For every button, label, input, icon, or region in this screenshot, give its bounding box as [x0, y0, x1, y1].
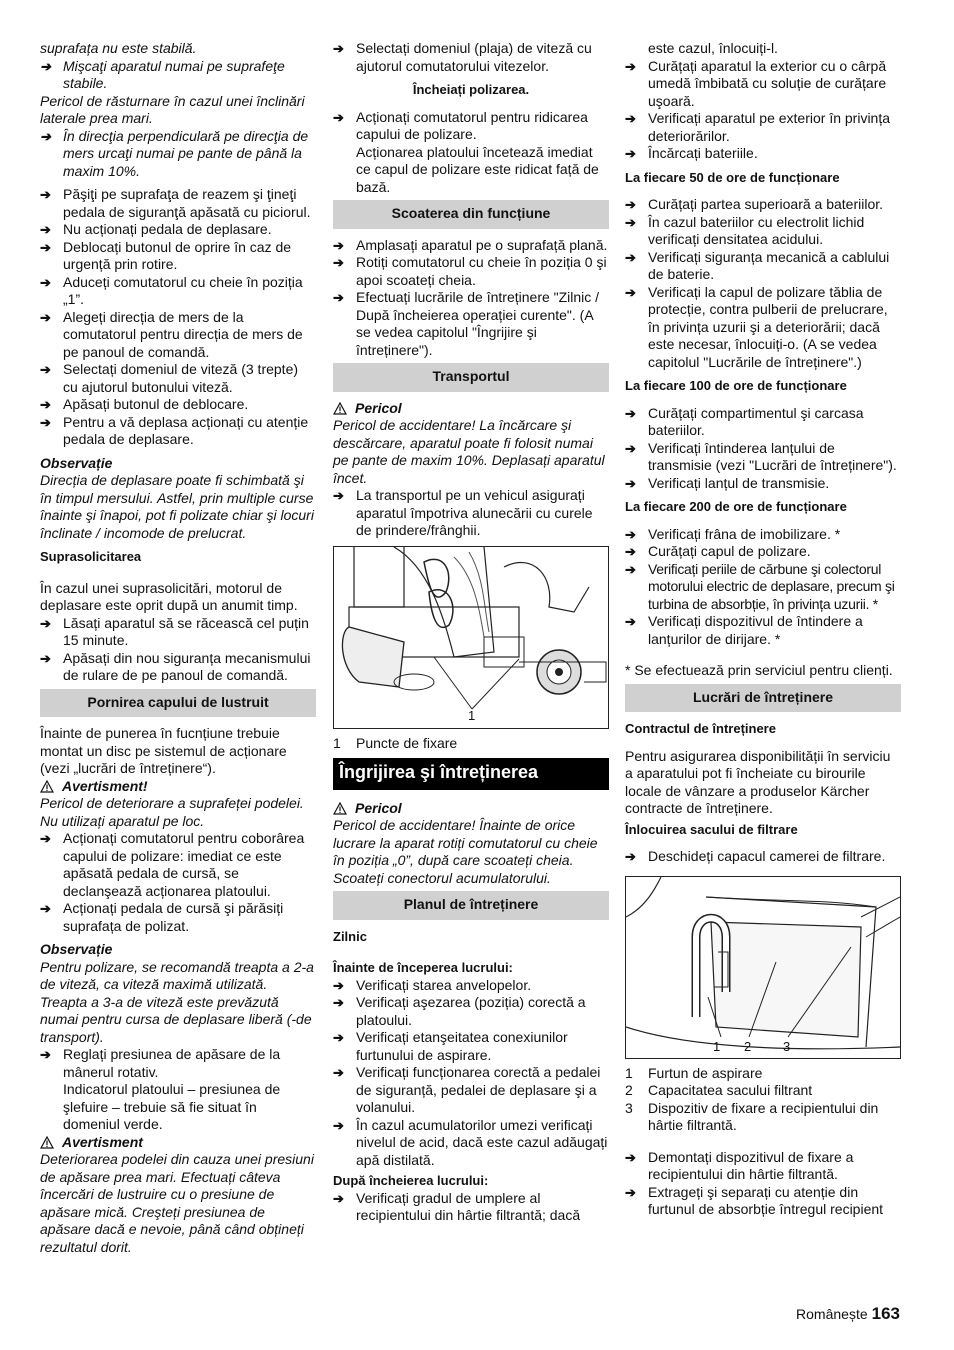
instruction: ➔ Selectați domeniul de viteză (3 trepte) cu ajutorul butonului viteză.: [40, 361, 316, 396]
column-2: [333, 40, 609, 1225]
figure-caption: [333, 735, 609, 753]
instruction: ➔ Pentru a vă deplasa acționați cu atenție pedala de deplasare.: [40, 414, 316, 449]
footer-language: Românește: [796, 1306, 868, 1322]
instruction: ➔ În direcţia perpendiculară pe direcţia de mers urcaţi numai pe pante de până la maxim 10%.: [40, 128, 316, 181]
warning-heading: [40, 778, 316, 796]
instruction: ➔ Curățați aparatul la exterior cu o cârpă umedă îmbibată cu soluție de curățare uşoară.: [625, 58, 901, 111]
section-heading: Transportul: [333, 363, 609, 392]
instruction: ➔ Extrageți şi separați cu atenție din furtunul de absorbție întregul recipient: [625, 1184, 901, 1219]
text: În cazul unei suprasolicitări, motorul de deplasare este oprit după un anumit timp.: [40, 579, 298, 613]
warning-icon: [333, 402, 347, 415]
instruction: ➔ Reglați presiunea de apăsare de la mânerul rotativ.: [40, 1046, 316, 1081]
warning-text: Pericol de deteriorare a suprafeței podelei. Nu utilizați aparatul pe loc.: [40, 795, 304, 829]
page-number: 163: [871, 1304, 900, 1323]
text: Înainte de punerea în fucnțiune trebuie montat un disc pe sistemul de acționare (vezi „lucrări de întreținere“).: [40, 725, 287, 776]
instruction: ➔ Demontați dispozitivul de fixare a recipientului din hârtie filtrantă.: [625, 1149, 901, 1184]
instruction: ➔ Apăsați din nou siguranța mecanismului de rulare de pe panoul de comandă.: [40, 650, 316, 685]
subheading: Încheiați polizarea.: [412, 82, 530, 97]
instruction: ➔ Verificați aparatul pe exterior în privința deteriorărilor.: [625, 110, 901, 145]
instruction: ➔ Verificați lanțul de transmisie.: [625, 475, 901, 493]
legend-item: [625, 1100, 901, 1135]
instruction: ➔ Verificați întinderea lanțului de transmisie (vezi "Lucrări de întreținere").: [625, 440, 901, 475]
note-text: Direcția de deplasare poate fi schimbată şi în timpul mersului. Astfel, prin multiple curse înainte şi înapoi, pot fi polizate chiar şi locuri înclinate / incomode de prelucrat.: [40, 472, 314, 541]
warning-icon: [40, 1136, 54, 1149]
instruction: ➔ Verificați funcționarea corectă a pedalei de siguranță, pedalei de deplasare şi a volanului.: [333, 1064, 609, 1117]
legend-item: [625, 1065, 901, 1083]
section-heading: Scoaterea din funcțiune: [333, 200, 609, 229]
instruction: ➔ Curățați compartimentul şi carcasa bateriilor.: [625, 405, 901, 440]
subheading: Contractul de întreținere: [625, 721, 776, 736]
instruction: ➔ Curățați capul de polizare.: [625, 543, 901, 561]
danger-heading: [333, 800, 609, 818]
warning-icon: [40, 780, 54, 793]
legend-number: 1: [625, 1064, 633, 1081]
text: Acționarea platoului încetează imediat ce capul de polizare este ridicat față de bază.: [356, 143, 599, 195]
subheading: Zilnic: [333, 928, 367, 944]
subheading: Înainte de începerea lucrului:: [333, 960, 513, 975]
instruction: ➔ Verificați dispozitivul de întindere a lanțurilor de dirijare. *: [625, 613, 901, 648]
page-footer: [796, 1305, 900, 1324]
instruction: ➔ Efectuați lucrările de întreținere "Zilnic / După încheierea operației curente". (A se vedea capitolul "Îngrijire şi întreținere").: [333, 289, 609, 359]
danger-text: Pericol de accidentare! La încărcare şi descărcare, aparatul poate fi folosit numai pe pante de maxim 10%. Deplasați aparatul încet.: [333, 417, 605, 486]
text: suprafața nu este stabilă.: [40, 40, 197, 56]
instruction: ➔ Acționați pedala de cursă şi părăsiți suprafața de polizat.: [40, 900, 316, 935]
instruction: ➔ Deblocați butonul de oprire în caz de urgență prin rotire.: [40, 239, 316, 274]
instruction: ➔ Aduceți comutatorul cu cheie în poziția „1”.: [40, 274, 316, 309]
instruction: ➔ Deschideți capacul camerei de filtrare.: [625, 848, 901, 866]
note-title: Observație: [40, 941, 113, 957]
instruction: ➔ La transportul pe un vehicul asigurați aparatul împotriva alunecării cu curele de prindere/frânghii.: [333, 487, 609, 540]
danger-title: Pericol: [355, 399, 402, 416]
instruction: ➔ Alegeți direcția de mers de la comutatorul pentru direcția de mers de pe panoul de comandă.: [40, 309, 316, 362]
instruction: ➔ Verificați starea anvelopelor.: [333, 977, 609, 995]
warning-title: Avertisment: [62, 1133, 143, 1150]
subheading: La fiecare 200 de ore de funcționare: [625, 499, 847, 514]
instruction: ➔ Acționați comutatorul pentru ridicarea capului de polizare.: [333, 109, 609, 144]
warning-title: Avertisment!: [62, 777, 148, 794]
footnote: * Se efectuează prin serviciul pentru clienți.: [625, 662, 893, 678]
callout-label: 2: [744, 1038, 752, 1054]
filter-illustration: [626, 877, 900, 1058]
instruction: ➔ Apăsați butonul de deblocare.: [40, 396, 316, 414]
callout-label: 3: [783, 1038, 791, 1054]
subheading: La fiecare 100 de ore de funcționare: [625, 378, 847, 393]
legend-number: 2: [625, 1082, 633, 1098]
instruction: ➔ Păşiţi pe suprafaţa de reazem şi ţineţi pedala de siguranţă apăsată cu piciorul.: [40, 186, 316, 221]
instruction: ➔ Verificați gradul de umplere al recipientului din hârtie filtrantă; dacă: [333, 1190, 609, 1225]
warning-heading: [40, 1134, 316, 1152]
section-heading: Pornirea capului de lustruit: [40, 689, 316, 718]
warning-text: Deteriorarea podelei din cauza unei presiuni de apăsare prea mari. Efectuați câteva încercări de lustruire cu o presiune de apăsare mică. Creşteți presiunea de apăsare dacă e nevoie, până când obțineți rezultatul dorit.: [40, 1151, 314, 1255]
text: Pentru asigurarea disponibilității în serviciu a aparatului pot fi încheiate cu birourile locale de vânzare a produselor Kärcher contracte de întreținere.: [625, 747, 891, 816]
chapter-heading: Îngrijirea şi întreținerea: [333, 758, 609, 790]
legend-text: Dispozitiv de fixare a recipientului din hârtie filtrantă.: [648, 1099, 879, 1133]
danger-text: Pericol de accidentare! Înainte de orice lucrare la aparat rotiți comutatorul cu cheie în poziția „0”, după care scoateți cheia. Scoateți conectorul acumulatorului.: [333, 817, 598, 886]
warning-icon: [333, 802, 347, 815]
danger-title: Pericol: [355, 799, 402, 816]
subheading: Înlocuirea sacului de filtrare: [625, 821, 798, 837]
legend-text: Furtun de aspirare: [648, 1064, 763, 1081]
machine-illustration: [334, 547, 608, 728]
instruction: ➔ Verificați frâna de imobilizare. *: [625, 526, 901, 544]
instruction: ➔ Verificați aşezarea (poziția) corectă a platoului.: [333, 994, 609, 1029]
caption-text: Puncte de fixare: [356, 734, 458, 751]
callout-label: 1: [468, 707, 476, 723]
instruction: ➔ În cazul bateriilor cu electrolit lichid verificați densitatea acidului.: [625, 214, 901, 249]
instruction: ➔ Verificați etanşeitatea conexiunilor furtunului de aspirare.: [333, 1029, 609, 1064]
instruction: ➔ Nu acționați pedala de deplasare.: [40, 221, 316, 239]
callout-label: 1: [713, 1038, 721, 1054]
legend-item: [625, 1082, 901, 1100]
instruction: ➔ Amplasați aparatul pe o suprafață plană.: [333, 237, 609, 255]
transport-figure: [333, 546, 609, 729]
subheading: Suprasolicitarea: [40, 549, 142, 564]
instruction: ➔ Lăsați aparatul să se răcească cel puțin 15 minute.: [40, 615, 316, 650]
instruction: ➔ Selectați domeniul (plaja) de viteză cu ajutorul comutatorului vitezelor.: [333, 40, 609, 75]
filter-figure: [625, 876, 901, 1059]
legend-number: 3: [625, 1099, 633, 1116]
instruction: ➔ Verificați la capul de polizare tăblia de protecție, contra pulberii de prelucrare, în privința uzurii şi a deteriorării; dacă este necesar, înlocuiți-o. (A se vedea capitolul "Lucrările de întreținere".): [625, 284, 901, 372]
column-1: [40, 40, 316, 1256]
instruction: ➔ Mişcaţi aparatul numai pe suprafeţe stabile.: [40, 58, 316, 93]
note-title: Observație: [40, 454, 113, 471]
subheading: După încheierea lucrului:: [333, 1173, 489, 1188]
instruction: ➔ Acționați comutatorul pentru coborârea capului de polizare: imediat ce este apăsată pedala de cursă, se declanşează acționarea platoului.: [40, 830, 316, 900]
instruction: ➔ Încărcați bateriile.: [625, 145, 901, 163]
instruction: ➔ Rotiți comutatorul cu cheie în poziția 0 şi apoi scoateți cheia.: [333, 254, 609, 289]
subheading: La fiecare 50 de ore de funcționare: [625, 169, 840, 185]
danger-heading: [333, 400, 609, 418]
section-heading: Lucrări de întreținere: [625, 684, 901, 713]
text: este cazul, înlocuiți-l.: [648, 40, 778, 56]
section-heading: Planul de întreținere: [333, 891, 609, 920]
instruction: ➔ Curățați partea superioară a bateriilor.: [625, 196, 901, 214]
caption-number: 1: [333, 734, 341, 751]
text: Indicatorul platoului – presiunea de şlefuire – trebuie să fie situat în domeniul verde.: [63, 1081, 281, 1132]
legend-text: Capacitatea sacului filtrant: [648, 1082, 813, 1098]
column-3: [625, 40, 901, 1219]
instruction: ➔ În cazul acumulatorilor umezi verificați nivelul de acid, dacă este cazul adăugați apă distilată.: [333, 1117, 609, 1170]
instruction: ➔ Verificați siguranța mecanică a cablului de baterie.: [625, 249, 901, 284]
text: Pericol de răsturnare în cazul unei înclinări laterale prea mari.: [40, 92, 305, 126]
instruction: ➔ Verificați periile de cărbune şi colectorul motorului electric de deplasare, precum şi turbina de absorbție, în privința uzurii. *: [625, 561, 901, 614]
note-text: Pentru polizare, se recomandă treapta a 2-a de viteză, ca viteză maximă utilizată. Treapta a 3-a de viteză este prevăzută numai pentru cursa de deplasare liberă (-de transport).: [40, 958, 314, 1045]
